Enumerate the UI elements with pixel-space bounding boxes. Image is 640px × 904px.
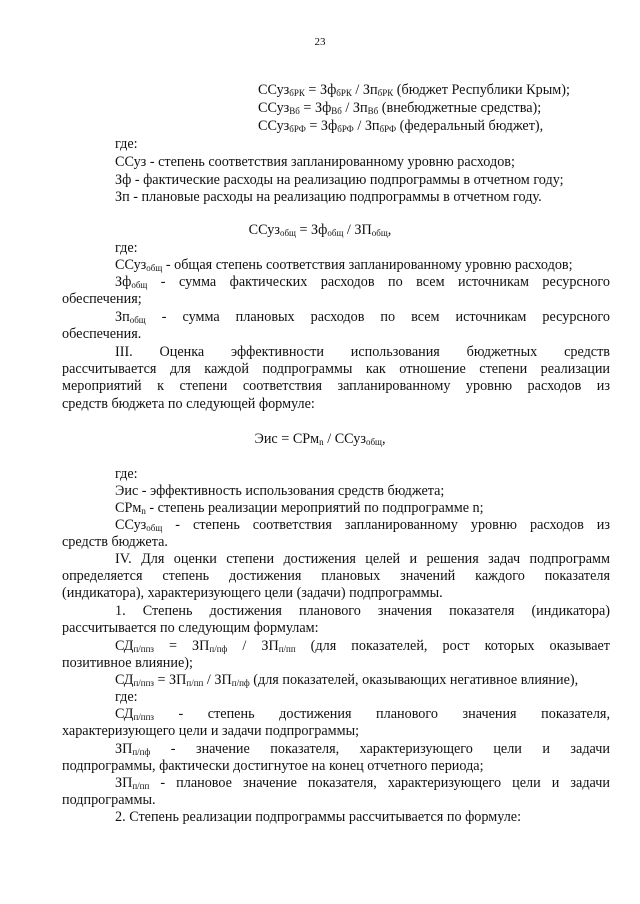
def-zp-total: $Зп_{общ}$ - сумма плановых расходов по всем источникам ресурсного обеспечения. — [62, 309, 610, 343]
paragraph-1: 1. Степень достижения планового значения показателя (индикатора) рассчитывается по следующим формулам: — [62, 603, 610, 637]
formula-sd-positive: $СД_{п/ппз} = ЗП_{п/пф} / ЗП_{п/пп}$ (для показателей, рост которых оказывает позитивное влияние); — [62, 638, 611, 672]
formula-ssuz-brf: ССуз$_{бРФ}$ = $Зф_{бРФ} / Зп_{бРФ}$ (федеральный бюджет), — [258, 118, 544, 134]
formula-ssuz-total: ССуз$_{общ}$ = $Зф_{общ} / ЗП_{общ}$, — [248, 222, 392, 238]
def-zp: Зп - плановые расходы на реализацию подпрограммы в отчетном году. — [115, 189, 542, 205]
formula-eis: Эис = СРм$_n$ / ССуз$_{общ}$, — [254, 431, 386, 447]
def-eis: Эис - эффективность использования средств бюджета; — [115, 483, 445, 499]
def-srm: СРм$_n$ - степень реализации мероприятий по подпрограмме n; — [115, 500, 484, 516]
def-ssuz-total: ССуз$_{общ}$ - общая степень соответствия запланированному уровню расходов; — [115, 257, 573, 273]
paragraph-iv: IV. Для оценки степени достижения целей и решения задач подпрограмм определяется степень достижения плановых значений каждого показателя (индикатора), характеризующего цели (задачи) подпрограммы. — [62, 551, 610, 602]
def-ssuz: ССуз - степень соответствия запланированному уровню расходов; — [115, 154, 515, 170]
where-label-1: где: — [115, 136, 138, 152]
where-label-4: где: — [115, 689, 138, 705]
def-zf: Зф - фактические расходы на реализацию подпрограммы в отчетном году; — [115, 172, 564, 188]
paragraph-2: 2. Степень реализации подпрограммы рассчитывается по формуле: — [115, 809, 522, 825]
formula-ssuz-vb: ССуз$_{Вб}$ = $Зф_{Вб} / Зп_{Вб}$ (внебюджетные средства); — [258, 100, 542, 116]
paragraph-iii: III. Оценка эффективности использования бюджетных средств рассчитывается для каждой подпрограммы как отношение степени реализации мероприятий к степени соответствия запланированному уровню расходов из средств бюджета по следующей формуле: — [62, 344, 610, 412]
def-ssuz-total-2: ССуз$_{общ}$ - степень соответствия запланированному уровню расходов из средств бюджета. — [62, 517, 610, 551]
page-number: 23 — [314, 36, 326, 48]
def-zp-pf: $ЗП_{п/пф}$ - значение показателя, характеризующего цели и задачи подпрограммы, фактически достигнутое на конец отчетного периода; — [62, 741, 610, 775]
formula-sd-negative: $СД_{п/ппз} = ЗП_{п/пп} / ЗП_{п/пф}$ (для показателей, оказывающих негативное влияние), — [115, 672, 579, 688]
formula-ssuz-brk: ССуз$_{бРК}$ = $Зф_{бРК} / Зп_{бРК}$ (бюджет Республики Крым); — [258, 82, 570, 98]
where-label-3: где: — [115, 466, 138, 482]
where-label-2: где: — [115, 240, 138, 256]
def-zf-total: $Зф_{общ}$ - сумма фактических расходов по всем источникам ресурсного обеспечения; — [62, 274, 610, 308]
def-sd: $СД_{п/ппз}$ - степень достижения планового значения показателя, характеризующего цели и задачи подпрограммы; — [62, 706, 610, 740]
def-zp-pp: $ЗП_{п/пп}$ - плановое значение показателя, характеризующего цели и задачи подпрограммы. — [62, 775, 610, 809]
